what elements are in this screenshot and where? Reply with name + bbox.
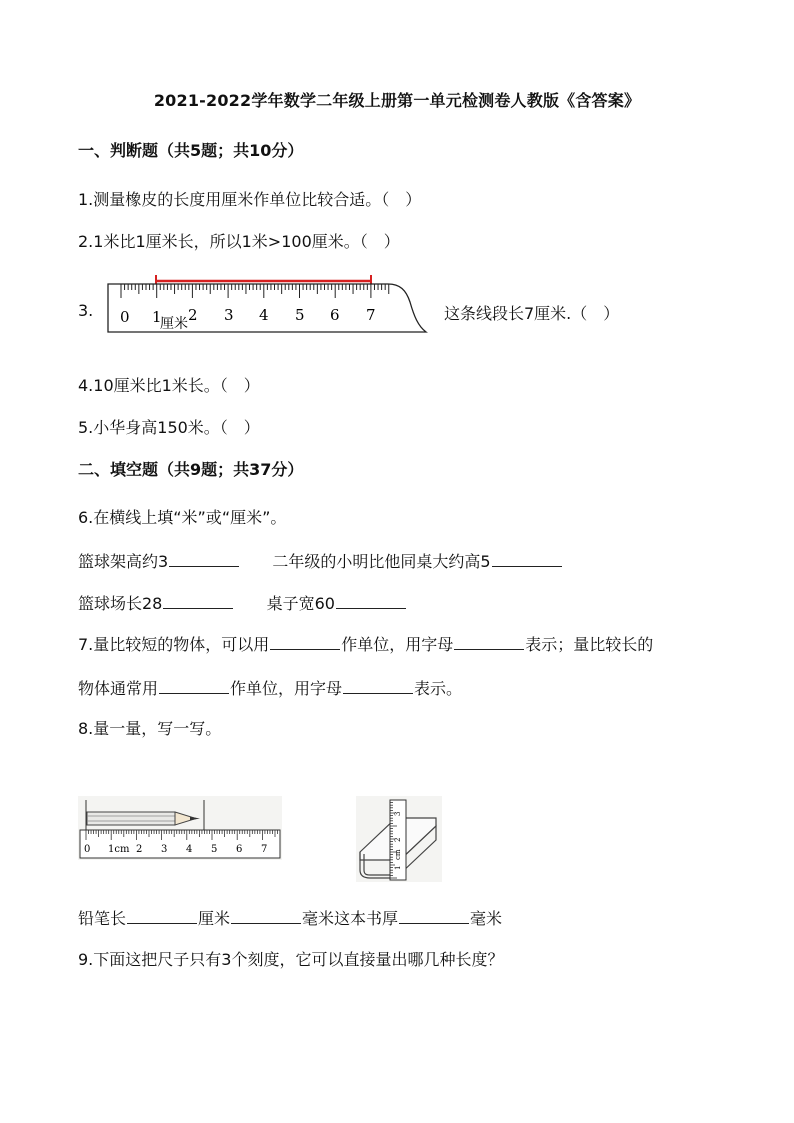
question-6: 6.在横线上填“米”或“厘米”。 [78,508,287,527]
q6-item-b: 二年级的小明比他同桌大约高5 [272,552,491,571]
ruler-number-3: 3 [224,306,234,324]
question-8-answer-line [78,906,502,929]
ruler-number-4: 4 [259,306,269,324]
ruler-number-2: 2 [136,844,143,855]
question-1: 1.测量橡皮的长度用厘米作单位比较合适。（ ） [78,190,422,209]
answer-blank[interactable] [127,907,197,924]
question-7-line-1 [78,632,653,655]
ruler-number-7: 7 [366,306,376,324]
ruler-unit-label: 厘米 [160,316,188,332]
question-8: 8.量一量，写一写。 [78,719,222,738]
question-3-text: 这条线段长7厘米.（ ） [444,304,620,323]
ruler-number-1: 1 [152,308,162,326]
answer-blank[interactable] [169,550,239,567]
ruler-number-0: 0 [120,308,130,326]
q7-text-c: 表示；量比较长的 [525,635,654,654]
question-6-row-2 [78,591,407,614]
answer-blank[interactable] [231,907,301,924]
answer-blank[interactable] [163,592,233,609]
question-7-line-2 [78,676,462,699]
answer-blank[interactable] [336,592,406,609]
pencil-ruler-figure [78,796,282,860]
ruler-number-6: 6 [236,844,243,855]
answer-blank[interactable] [270,633,340,650]
ruler-number-4: 4 [186,844,193,855]
q6-item-c: 篮球场长28 [78,594,163,613]
question-9: 9.下面这把尺子只有3个刻度，它可以直接量出哪几种长度？ [78,950,504,969]
answer-blank[interactable] [159,677,229,694]
ruler-number-0: 0 [84,844,91,855]
q8-text-d: 毫米 [470,909,503,928]
book-ruler-figure [356,796,442,882]
section1-heading: 一、判断题（共5题；共10分） [78,141,304,160]
ruler-number-6: 6 [330,306,340,324]
ruler-number-3: 3 [161,844,168,855]
answer-blank[interactable] [343,677,413,694]
question-6-row-1 [78,549,563,572]
ruler-number-7: 7 [261,844,268,855]
question-3-number: 3. [78,301,94,320]
question-4: 4.10厘米比1米长。（ ） [78,376,260,395]
ruler-number-5: 5 [211,844,218,855]
answer-blank[interactable] [399,907,469,924]
q6-item-a: 篮球架高约3 [78,552,169,571]
q8-text-a: 铅笔长 [78,909,127,928]
ruler-number-5: 5 [295,306,305,324]
ruler-number-2: 2 [188,306,198,324]
question-3-ruler-figure [100,272,435,338]
q7-text-b: 作单位，用字母 [341,635,454,654]
q7-text-a: 7.量比较短的物体，可以用 [78,635,270,654]
question-5: 5.小华身高150米。（ ） [78,418,260,437]
q8-text-c: 毫米这本书厚 [302,909,399,928]
answer-blank[interactable] [454,633,524,650]
ruler-unit-cm: cm [394,849,402,860]
ruler-number-2: 2 [394,837,402,842]
q7-text-f: 表示。 [414,679,463,698]
ruler-number-1: 1cm [108,844,130,855]
q8-text-b: 厘米 [198,909,231,928]
ruler-number-3: 3 [394,811,402,816]
section2-heading: 二、填空题（共9题；共37分） [78,460,304,479]
ruler-number-1: 1 [394,865,402,870]
question-2: 2.1米比1厘米长，所以1米>100厘米。（ ） [78,232,400,251]
answer-blank[interactable] [492,550,562,567]
q6-item-d: 桌子宽60 [266,594,335,613]
q7-text-e: 作单位，用字母 [230,679,343,698]
q7-text-d: 物体通常用 [78,679,159,698]
page-title: 2021-2022学年数学二年级上册第一单元检测卷人教版《含答案》 [153,91,641,110]
